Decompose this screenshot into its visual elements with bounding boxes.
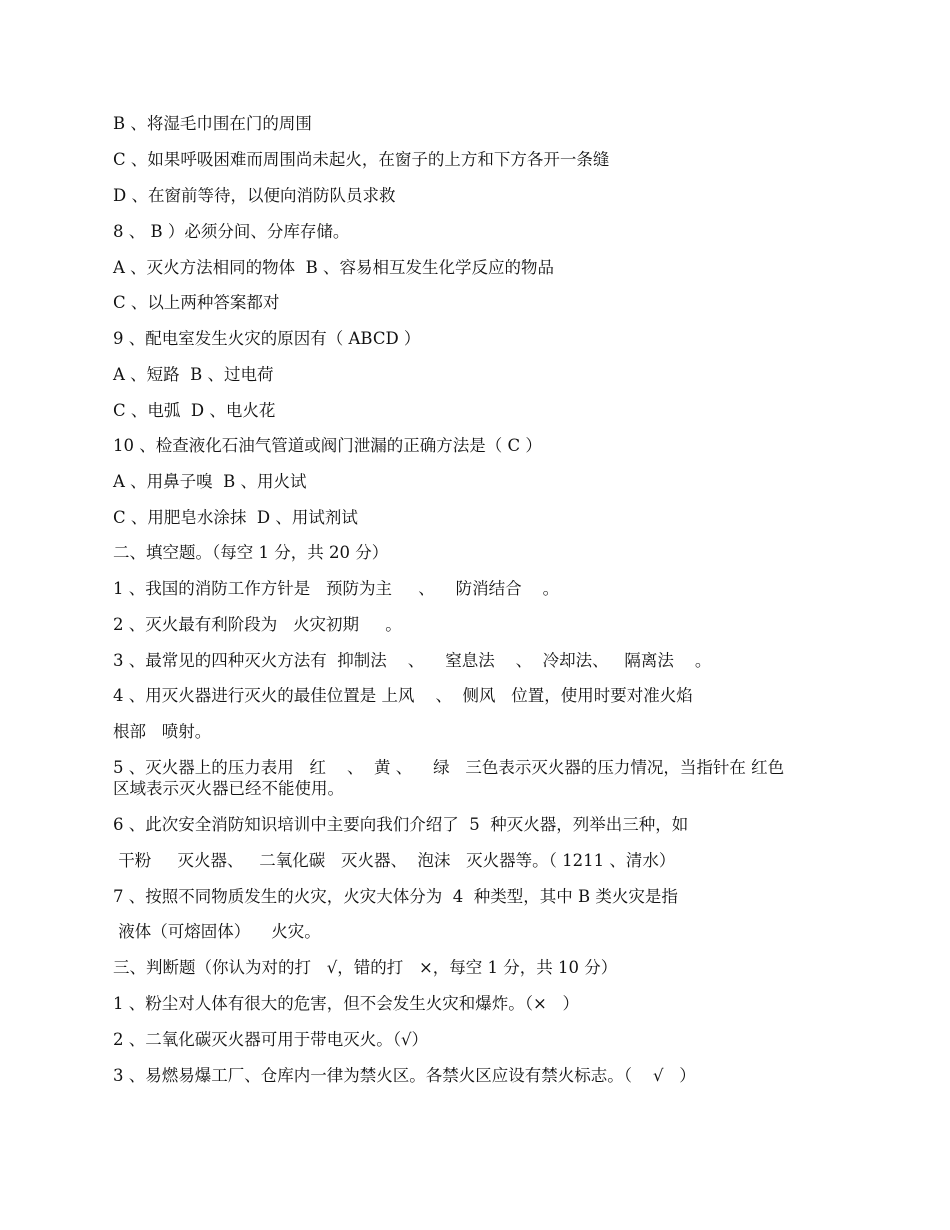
option-line: C 、用肥皂水涂抹 D 、用试剂试 xyxy=(113,508,358,527)
question-line: 2 、二氧化碳灭火器可用于带电灭火。（√） xyxy=(113,1030,429,1049)
option-line: C 、电弧 D 、电火花 xyxy=(113,401,276,420)
option-line: C 、如果呼吸困难而周围尚未起火，在窗子的上方和下方各开一条缝 xyxy=(113,150,610,169)
option-line: A 、灭火方法相同的物体 B 、容易相互发生化学反应的物品 xyxy=(113,258,555,277)
option-line: D 、在窗前等待，以便向消防队员求救 xyxy=(113,186,396,205)
question-line: 4 、用灭火器进行灭火的最佳位置是 上风 、 侧风 位置，使用时要对准火焰 xyxy=(113,686,693,705)
question-line: 6 、此次安全消防知识培训中主要向我们介绍了 5 种灭火器，列举出三种，如 xyxy=(113,815,689,834)
question-line: 7 、按照不同物质发生的火灾，火灾大体分为 4 种类型，其中 B 类火灾是指 xyxy=(113,887,678,906)
question-line: 2 、灭火最有利阶段为 火灾初期 。 xyxy=(113,615,402,634)
option-line: B 、将湿毛巾围在门的周围 xyxy=(113,114,312,133)
option-line: A 、用鼻子嗅 B 、用火试 xyxy=(113,472,307,491)
question-line: 3 、最常见的四种灭火方法有 抑制法 、 窒息法 、 冷却法、 隔离法 。 xyxy=(113,651,712,670)
question-line: 1 、粉尘对人体有很大的危害，但不会发生火灾和爆炸。（× ） xyxy=(113,994,580,1013)
continuation-line: 干粉 灭火器、 二氧化碳 灭火器、 泡沫 灭火器等。（ 1211 、清水） xyxy=(113,851,676,870)
section-heading: 三、判断题（你认为对的打 √，错的打 ×，每空 1 分，共 10 分） xyxy=(113,958,618,977)
question-line: 9 、配电室发生火灾的原因有（ ABCD ） xyxy=(113,329,421,348)
question-line: 8 、 B ）必须分间、分库存储。 xyxy=(113,222,350,241)
option-line: A 、短路 B 、过电荷 xyxy=(113,365,274,384)
question-line: 1 、我国的消防工作方针是 预防为主 、 防消结合 。 xyxy=(113,579,560,598)
question-line: 3 、易燃易爆工厂、仓库内一律为禁火区。各禁火区应设有禁火标志。（ √ ） xyxy=(113,1066,696,1085)
question-line: 5 、灭火器上的压力表用 红 、 黄 、 绿 三色表示灭火器的压力情况，当指针在 红色 xyxy=(113,758,785,777)
continuation-line: 液体（可熔固体） 火灾。 xyxy=(113,922,321,941)
question-line: 10 、检查液化石油气管道或阀门泄漏的正确方法是（ C ） xyxy=(113,436,542,455)
option-line: C 、以上两种答案都对 xyxy=(113,293,280,312)
section-heading: 二、填空题。（每空 1 分，共 20 分） xyxy=(113,543,389,562)
continuation-line: 区域表示灭火器已经不能使用。 xyxy=(113,779,344,798)
continuation-line: 根部 喷射。 xyxy=(113,722,212,741)
